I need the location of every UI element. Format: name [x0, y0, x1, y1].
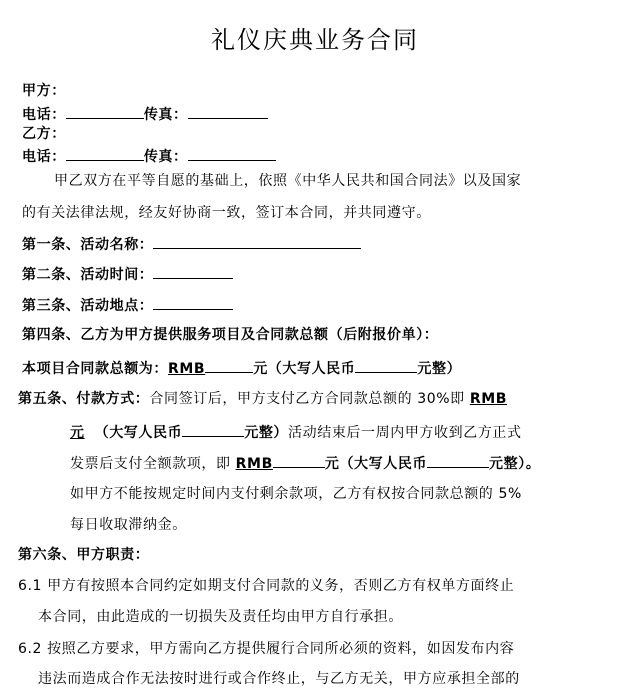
- article-2-label: 第二条、活动时间：: [22, 267, 154, 283]
- article-5-heading: 第五条、付款方式：: [18, 391, 150, 407]
- party-b-fax-label: 传真：: [143, 149, 188, 165]
- article-5-line-2: [70, 422, 522, 442]
- party-a-fax-label: 传真：: [143, 107, 188, 123]
- article-5-capital-blank-1: [182, 422, 244, 437]
- article-5-amount-blank-2: [273, 453, 325, 468]
- article-5-text-1: 合同签订后，甲方支付乙方合同款总额的 30%即: [149, 391, 470, 407]
- article-6-1-line-2: 本合同，由此造成的一切损失及责任均由甲方自行承担。: [38, 609, 403, 625]
- activity-location-blank: [153, 295, 233, 310]
- total-capital-blank: [355, 358, 417, 373]
- total-yuan: 元（大写人民币: [253, 361, 356, 377]
- contract-title: 礼仪庆典业务合同: [211, 26, 419, 54]
- article-1-row: [22, 234, 361, 254]
- article-6-heading: 第六条、甲方职责：: [18, 547, 150, 563]
- article-5-yuan-2: 元（大写人民币: [324, 456, 428, 472]
- total-suffix: 元整）: [417, 361, 462, 377]
- article-5-end-1: 元整）: [244, 425, 289, 441]
- activity-name-blank: [153, 234, 361, 249]
- article-5-yuan-1: 元: [70, 425, 85, 441]
- article-5-currency-1: RMB: [469, 391, 508, 407]
- party-b-phone-label: 电话：: [22, 149, 66, 165]
- preamble-line-2: 的有关法律法规，经友好协商一致，签订本合同，并共同遵守。: [22, 205, 431, 221]
- article-3-label: 第三条、活动地点：: [22, 298, 154, 314]
- party-b-label: 乙方：: [22, 126, 66, 142]
- total-amount-blank: [205, 358, 253, 373]
- article-3-row: [22, 295, 233, 315]
- article-6-1-line-1: 6.1 甲方有按照本合同约定如期支付合同款的义务，否则乙方有权单方面终止: [18, 578, 515, 594]
- total-prefix: 本项目合同款总额为：: [22, 361, 168, 377]
- article-2-row: [22, 264, 233, 284]
- party-a-phone-row: [22, 104, 268, 124]
- article-5-end-2: 元整）。: [489, 456, 541, 472]
- party-a-label: 甲方：: [22, 83, 66, 99]
- preamble-line-1: 甲乙双方在平等自愿的基础上，依照《中华人民共和国合同法》以及国家: [54, 173, 522, 189]
- party-b-phone-row: [22, 146, 276, 166]
- article-1-label: 第一条、活动名称：: [22, 237, 154, 253]
- article-5-capital-blank-2: [427, 453, 489, 468]
- contract-total-row: [22, 358, 461, 378]
- article-5-capital-1: （大写人民币: [94, 425, 183, 441]
- article-6-2-line-2: 违法而造成合作无法按时进行或合作终止，与乙方无关，甲方应承担全部的: [38, 671, 520, 687]
- activity-time-blank: [153, 264, 233, 279]
- party-a-fax-blank: [188, 104, 268, 119]
- article-5-line-4: 如甲方不能按规定时间内支付剩余款项，乙方有权按合同款总额的 5%: [70, 486, 522, 502]
- article-6-2-line-1: 6.2 按照乙方要求，甲方需向乙方提供履行合同所必须的资料，如因发布内容: [18, 641, 515, 657]
- article-5-text-3: 发票后支付全额款项，即: [70, 456, 236, 472]
- article-5-line-3: [70, 453, 540, 473]
- party-b-phone-blank: [66, 146, 144, 161]
- article-5-line-1: [18, 390, 507, 408]
- party-b-fax-blank: [188, 146, 276, 161]
- party-a-phone-label: 电话：: [22, 107, 66, 123]
- article-5-tail: 活动结束后一周内甲方收到乙方正式: [288, 425, 522, 441]
- party-a-phone-blank: [66, 104, 144, 119]
- article-4-heading: 第四条、乙方为甲方提供服务项目及合同款总额（后附报价单）：: [22, 327, 439, 343]
- article-5-currency-2: RMB: [235, 456, 273, 472]
- article-5-line-5: 每日收取滞纳金。: [70, 517, 187, 533]
- total-currency: RMB: [168, 361, 206, 377]
